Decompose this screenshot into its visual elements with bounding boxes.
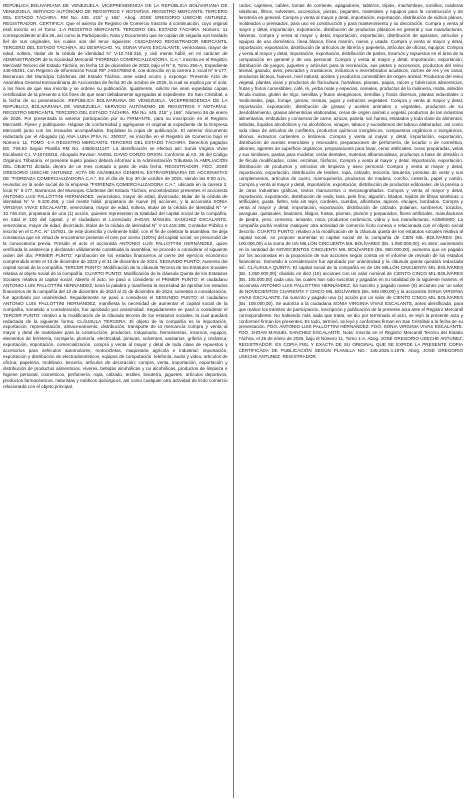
notice-left-column <box>3 3 228 798</box>
notice-left-text: REPÚBLICA BOLIVARIANA DE VENEZUELA. VICEPRESIDENCIA DE LA REPÚBLICA BOLIVARIANA DE VENEZUELA. SERVICIO AUTÓNOMO DE REGISTROS Y NOTARÍAS. REGISTRO MERCANTIL TERCERO DEL ESTADO TÁCHIRA. RM No. 445. 215° y 166°. Abog. JOSÉ GREGORIO USECHE ANTUNEZ, REGISTRADOR. CERTIFICA: Que el asiento de Registro de Comercio trascrito a continuación, cuyo original está inscrito en el Tomo: 1-A REGISTRO MERCANTIL TERCERO DEL ESTADO TÁCHIRA. Número: 11 correspondiente al día 26, así como la Participación, Nota y Documento que se copian de seguida son traslado fiel de sus originales, los cuales son del tenor siguiente: CIUDADANO REGISTRADOR MERCANTIL TERCERO DEL ESTADO TÁCHIRA. SU DESPACHO. Yo, SONIA VIVAS ESCALANTE, venezolana, mayor de edad, soltera, titular de la cédula de identidad N° V-10.748.316, y civil mente hábil, en mi carácter de ADMINISTRADOR de la Sociedad Mercantil "FIORENZA COMERCIALIZADORA, C.A.", inscrita en el Registro Mercantil Tercero del Estado Táchira, en fecha 13 de diciembre de 2023, bajo el N° 9, Tomo 255-A, Expediente 445-55491, con Registro de Información Fiscal RIF J-50478092-8, con domicilio en la carrera 2, local N° 6-177, Barrancas del Municipio Cárdenas del Estado Táchira, ante usted ocurro y expongo: Presento Acta de Asamblea General Extraordinaria de Accionistas de fecha 30 de octubre de 2025, la cual se explica por sí sola, a los fines de que sea inscrita y se ordene su publicación. Igualmente, solicito me sean expedidas copias certificadas de la presente a los fines de que sean debidamente agregadas al expediente. En San Cristóbal, a la fecha de su presentación. REPÚBLICA BOLIVARIANA DE VENEZUELA. VICEPRESIDENCIA DE LA REPÚBLICA BOLIVARIANA DE VENEZUELA. SERVICIO AUTÓNOMO DE REGISTROS Y NOTARÍAS. REGISTRO MERCANTIL TERCERO DEL ESTADO TÁCHIRA. RM No. 445. 215° y 166°. Número 26 de enero de 2026. Por presentada la anterior participación por su FIRMANTE, para su inscripción en el Registro Mercantil. Fíjese y publíquese. Hágase de conformidad y agréguese el original al expediente de la Empresa Mercantil junto con los recaudos acompañados. Expídase la copia de publicación. El anterior documento redactado por el Abogado (a) ANA LUNA IPSA N.: 250037, se inscribe en el Registro de Comercio bajo el Número: 11, TOMO -1-A REGISTRO MERCANTIL TERCERO DEL ESTADO TÁCHIRA. Derechos pagados BS: 769,63 Según Planilla RM No. 44500441147. La identificación se efectuó así: Sonia Virginia Vivas Escalante C.I. V-10748316. Abogado Revisor: ANGEL DAVID CORZO ORION. Conforme al Art. 35 del Código Orgánico Tributario, el presente sujeto pasivo deberá informar a la Administración Tributaria la AMPLIACIÓN DEL OBJETO dictada, dentro de un mes contado a partir de esta fecha. REGISTRADOR. FDO. JOSÉ GREGORIO USECHE ANTUNEZ. ACTA DE ASAMBLEA GENERAL EXTRAORDINARIA DE ACCIONISTAS DE "FIORENZA COMERCIALIZADORA C.A.". En el día de hoy 30 de octubre de 2025, siendo las 9:00 a.m., reunidos en la sede social de la empresa "FIORENZA COMERCIALIZADORA C.A.", ubicada en la carrera 2, local N° 6-177, Barrancas del Municipio Cárdenas del Estado Táchira, encontrándose presentes el accionista ANTONIO LUIS PALLOTTINI HERNÁNDEZ, venezolano, mayor de edad, divorciado, titular de la cédula de identidad N° V- 9.100.456, y civil mente hábil, propietario de nueve (9) acciones, y la accionista SONIA VIRGINIA VIVAS ESCALANTE, venezolana, mayor de edad, soltera, titular de la cédula de identidad N° V-10.748.316, propietaria de una (1) acción, quienes representan la totalidad del capital social de la compañía, en total el 100 del capital, y el ciudadano el Licenciado JHOAN MANUEL SANCHEZ ESCALANTE, venezolano, mayor de edad, divorciado, titular de la cédula de identidad N° V-14.418.285, Contador Público e inscrito en el C.P.C. N° 157921, de este domicilio y civilmente hábil, con el fin de celebrar la asamblea. Se deja constancia que en virtud de encontrarse presente el cien por ciento (100%) del capital social, se prescindió de la convocatoria previa. Preside el acto el accionista ANTONIO LUIS PALLOTTINI HERNÁNDEZ, quien verificada la asistencia y declarado válidamente constituida la asamblea, se procede a considerar el siguiente orden del día: PRIMER PUNTO: Aprobación de los estados financieros al cierre del ejercicio económico comprendido entre el 13 de diciembre de 2023 y el 31 de diciembre de 2024. SEGUNDO PUNTO: Aumento del capital social de la compañía. TERCER PUNTO: Modificación de la cláusula Tercera de los Estatutos Sociales relativa al objeto social de la compañía. CUARTO PUNTO: Modificación de la cláusula Quinta de los Estatutos Sociales relativa al capital social. Abierto el acto, se pasó a considerar el PRIMER PUNTO: el ciudadano ANTONIO LUIS PALLOTTINI HERNÁNDEZ, toma la palabra y manifiesta la necesidad de aprobar los estados financieros de la compañía del 13 de diciembre de 2023 al 31 de diciembre de 2024, sometido a consideración, fue aprobado por unanimidad. Seguidamente se pasó a considerar el SEGUNDO PUNTO: el ciudadano ANTONIO LUIS PALLOTTINI HERNÁNDEZ, manifiesta la necesidad de aumentar el capital social de la compañía, sometido a consideración, fue aprobado por unanimidad. Seguidamente se pasó a considerar el TERCER PUNTO: relativo a la modificación de la cláusula tercera de los estatutos sociales, la cual quedará redactada de la siguiente forma: CLÁUSULA TERCERA: El objeto de la compañía es la importación, exportación, representación, almacenamiento, distribución, transporte de la mercancía compra y venta al mayor y detal de materiales para la construcción, productos, maquinaria, herramientas, insumos, equipos, elementos de ferretería, cerrajería, plomería, electricidad, pinturas, solventes, sanitarios, grifería y cerámica; exportación, importación, comercialización, compra y venta al mayor y detal de toda clase de repuestos y accesorios para vehículos automotores, motocicletas, maquinaria agrícola e industrial; importación, exportación y distribución de electrodomésticos, equipos de computación, telefonía, audio y video, artículos de oficina, papelería, mobiliario, lencería, artículos de decoración; compra, venta, importación, exportación y distribución de productos alimenticios, víveres, bebidas alcohólicas y no alcohólicas, productos de limpieza e higiene personal, cosméticos, perfumería, ropa, calzado, textiles, bisutería, juguetes, artículos deportivos, productos farmacéuticos, naturistas y médicos quirúrgicos, así como cualquier otra actividad de lícito comercio relacionada con el objeto principal. <box>3 3 228 389</box>
notice-right-text: codos, cajetines, cables, tomas de corriente, apagadores, tableros, tripies, machimbres, tornillos, maderas sintéticas, filtros, solventes, accesorios, piezas, pegantes, materiales y equipos para la construcción y de ferretería en general. Compra y venta al mayor y detal, importación, exportación, distribución de vidrios planos, moldeados o prensados, para uso en construcción y para mantenimiento y su decoración. Compra y venta al mayor y detal, importación, exportación, distribución de productos plásticos en general y sus manufacturas. Neveras, compra y venta al mayor y detal, importación, exportación, distribución de aparatos, artículos y equipos de uso doméstico, línea blanca, línea marrón, nueva y usada. Compra y venta al mayor y detal, importación, exportación, distribución de artículos de librería y papelería, artículos de oficina, equipos. Compra y venta al mayor y detal, importación, exportación, distribución de partes, insumos y repuestos en el área de la computación en general y de uso personal. Compra y venta al mayor y detal, importación, exportación, distribución de juegos, juguetes y artículos para la recreación, sus partes y accesorios, productos del reino animal, ganado, aves, pescados y crustáceos, moluscos e invertebrados acuáticos, carnes de res y en canal, productos lácteos, huevos, miel natural, aceites y productos comestibles de origen animal. Productos del reino vegetal, plantas vivas y productos de floricultura, hortalizas, plantas, papas, raíces y tubérculos alimenticios, frutas y frutos comestibles, café, té, yerba mate y especias, cereales, productos de la molinería, malta, almidón fécula inulina, gluten de trigo, semillas y frutos oleaginosos, semillas y frutos diversos, plantas industriales o medicinales, paja, forraje, gomas, resinas, jugos y extractos vegetales. Compra y venta al mayor y detal, importación, exportación, distribución de grasas y aceites animales o vegetales, productos de su desdoblamiento, grasas alimenticias elaboradas, ceras de origen animal o vegetal, productos de las industrias alimentarias, embutidos y conservas de carne, azúcar, panela, sal, harina, enlatados y toda clase de alimentos, bebidas, líquidos alcohólicos y no alcohólicos, vinagre, tabaco y sucedáneos del tabaco elaborados, así como toda clase de artículos de confitería, productos químicos inorgánicos, compuestos orgánicos o inorgánicos, abonos, extractos curtientes o tintóreos. Compra y venta al mayor y detal, importación, exportación, distribución de aceites esenciales y resinoides, preparaciones de perfumería, de tocador o de cosmética, jabones, agentes de superficie orgánicos, preparaciones para lavar, ceras artificiales, ceras preparadas, velas y sus similares, pastas para modelar, ceras dentales, materias albuminoideas, productos a base de almidón o de fécula modificados, colas, enzimas, fósforos. Compra y venta al mayor y detal, importación, exportación, distribución de productos y artículos de limpieza y aseo personal. Compra y venta al mayor y detal, importación, exportación, distribución de textiles, ropa, calzado, lencería, bisutería, prendas de vestir y sus complementos, artículos de cuero, marroquinería, productos de madera, corcho, cestería, papel y cartón. Compra y venta al mayor y detal, importación, exportación, distribución de productos editoriales, de la prensa o de otras industrias gráficas, textos manuscritos o mecanografiados. Compra y venta al mayor y detal, importación, exportación, distribución de seda, lana, pelo fino, algodón, hilados, tejidos de fibras sintéticas o artificiales, guata, fieltro, tela sin tejer, cordeles, cuerdas, alfombras, tapices, encajes, bordados. Compra y venta al mayor y detal, importación, exportación, distribución de calzado, polainas, sombreros, tocados, paraguas, quitasoles, bastones, látigos, fustas, plumas, plumón y preparados, flores artificiales, manufacturas de piedra, yeso, cemento, amianto, mica, productos cerámicos, vidrio y sus manufacturas. ASIMISMO: La compañía podrá realizar cualquier otra actividad de comercio lícito conexa o relacionada con el objeto social descrito. CUARTO PUNTO: relativo a la modificación de la cláusula quinta de los estatutos sociales relativa al capital social, se propone aumentar el capital social de la compañía de CIEN MIL BOLÍVARES (Bs. 100.000,00) a la suma de UN MILLÓN CINCUENTA MIL BOLÍVARES (Bs. 1.050.000,00), es decir, aumentarlo en la cantidad de NOVECIENTOS CINCUENTA MIL BOLÍVARES (Bs. 950.000,00), aumento que es pagado por los accionistas en la proporción de sus acciones según consta en el informe de revisión de los estados financieros. Sometido a consideración fue aprobado por unanimidad y la cláusula quinta quedará redactada así: CLÁUSULA QUINTA: El capital social de la compañía es de UN MILLÓN CINCUENTA MIL BOLÍVARES (Bs. 1.050.000,00), dividido en diez (10) acciones con un valor nominal de CIENTO CINCO MIL BOLÍVARES (Bs. 105.000,00) cada una, las cuales han sido suscritas y pagadas en su totalidad de la siguiente manera: el accionista ANTONIO LUIS PALLOTTINI HERNÁNDEZ, ha suscrito y pagado nueve (9) acciones por un valor de NOVECIENTOS CUARENTA Y CINCO MIL BOLÍVARES (Bs. 945.000,00) y la accionista SONIA VIRGINIA VIVAS ESCALANTE, ha suscrito y pagado una (1) acción por un valor de CIENTO CINCO MIL BOLÍVARES (Bs. 105.000,00). Se autoriza a la ciudadana SONIA VIRGINIA VIVAS ESCALANTE, antes identificada, para que realice los trámites de participación, inscripción y publicación de la presente acta ante el Registro Mercantil correspondiente. No habiendo más nada que tratar, se dio por terminado el acto, se leyó la presente acta y conformes firman los presentes. Es todo, terminó, se leyó y conformes firman en San Cristóbal a la fecha de su presentación. FDO. ANTONIO LUIS PALLOTTINI HERNÁNDEZ. FDO. SONIA VIRGINIA VIVAS ESCALANTE. FDO. JHOAN MANUEL SANCHEZ ESCALANTE. Nota: Inscrita en el Registro Mercantil Tercero del Estado Táchira, el 26 de enero de 2026, bajo el Número 11, Tomo 1-A. Abog. JOSÉ GREGORIO USECHE ANTUNEZ. REGISTRADOR. ES COPIA FIEL Y EXACTA DE SU ORIGINAL QUE SE EXPIDE LA PRESENTE COPIA CERTIFICADA DE PUBLICACIÓN SEGÚN PLANILLA NO.: 445.2025.4.1979. Abog. JOSÉ GREGORIO USECHE ANTUNEZ. REGISTRADOR. <box>238 3 463 360</box>
column-divider <box>233 3 234 798</box>
notice-right-column <box>239 3 464 798</box>
